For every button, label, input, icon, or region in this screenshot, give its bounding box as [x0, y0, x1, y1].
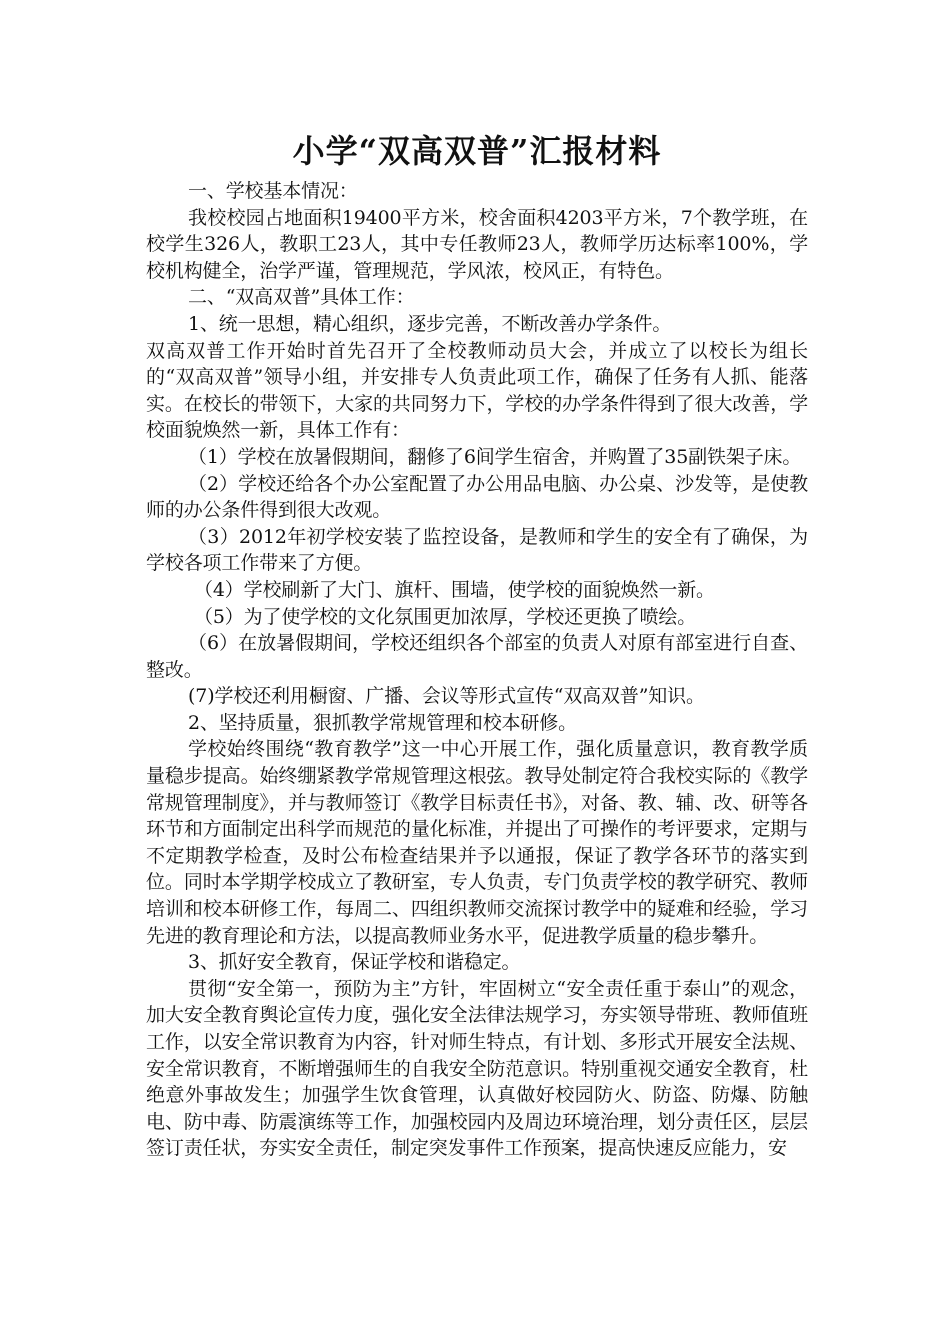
paragraph: (7)学校还利用橱窗、广播、会议等形式宣传“双高双普”知识。	[188, 685, 705, 708]
paragraph: 贯彻“安全第一，预防为主”方针，牢固树立“安全责任重于泰山”的观念，加大安全教育舆论宣传力度，强化安全法律法规学习，夯实领导带班、教师值班工作，以安全常识教育为内容，针对师生特点，有计划、多形式开展安全法规、安全常识教育，不断增强师生的自我安全防范意识。特别重视交通安全教育，杜绝意外事故发生；加强学生饮食管理，认真做好校园防火、防盗、防爆、防触电、防中毒、防震演练等工作，加强校园内及周边环境治理，划分责任区，层层签订责任状，夯实安全责任，制定突发事件工作预案，提高快速反应能力，安	[146, 977, 808, 1160]
paragraph: 一、学校基本情况：	[188, 180, 358, 202]
paragraph: 双高双普工作开始时首先召开了全校教师动员大会，并成立了以校长为组长的“双高双普”领导小组，并安排专人负责此项工作，确保了任务有人抓、能落实。在校长的带领下，大家的共同努力下，学校的办学条件得到了很大改善，学校面貌焕然一新，具体工作有：	[146, 339, 808, 442]
paragraph: 3、抓好安全教育，保证学校和谐稳定。	[188, 951, 521, 974]
paragraph: （4）学校刷新了大门、旗杆、围墙，使学校的面貌焕然一新。	[194, 578, 715, 601]
paragraph: 1、统一思想，精心组织，逐步完善，不断改善办学条件。	[188, 312, 672, 335]
paragraph: （6）在放暑假期间，学校还组织各个部室的负责人对原有部室进行自查、整改。	[146, 632, 808, 681]
paragraph: 2、坚持质量，狠抓教学常规管理和校本研修。	[188, 711, 577, 734]
paragraph: 二、“双高双普”具体工作：	[188, 286, 415, 309]
document-body	[146, 178, 808, 1162]
paragraph: （2）学校还给各个办公室配置了办公用品电脑、办公桌、沙发等，是使教师的办公条件得到很大改观。	[146, 472, 808, 522]
paragraph: 学校始终围绕“教育教学”这一中心开展工作，强化质量意识，教育教学质量稳步提高。始终绷紧教学常规管理这根弦。教导处制定符合我校实际的《教学常规管理制度》，并与教师签订《教学目标责任书》，对备、教、辅、改、研等各环节和方面制定出科学而规范的量化标准，并提出了可操作的考评要求，定期与不定期教学检查，及时公布检查结果并予以通报，保证了教学各环节的落实到位。同时本学期学校成立了教研室，专人负责，专门负责学校的教学研究、教师培训和校本研修工作，每周二、四组织教师交流探讨教学中的疑难和经验，学习先进的教育理论和方法，以提高教师业务水平，促进教学质量的稳步攀升。	[146, 738, 808, 947]
paragraph: （3）2012年初学校安装了监控设备，是教师和学生的安全有了确保，为学校各项工作带来了方便。	[146, 525, 808, 575]
paragraph: （1）学校在放暑假期间，翻修了6间学生宿舍，并购置了35副铁架子床。	[188, 445, 802, 468]
document-page	[146, 124, 808, 1162]
document-title: 小学“双高双普”汇报材料	[292, 132, 662, 170]
paragraph: 我校校园占地面积19400平方米，校舍面积4203平方米，7个教学班，在校学生326人，教职工23人，其中专任教师23人，教师学历达标率100%，学校机构健全，治学严谨，管理规范，学风浓，校风正，有特色。	[146, 206, 808, 282]
paragraph: （5）为了使学校的文化氛围更加浓厚，学校还更换了喷绘。	[194, 605, 697, 628]
